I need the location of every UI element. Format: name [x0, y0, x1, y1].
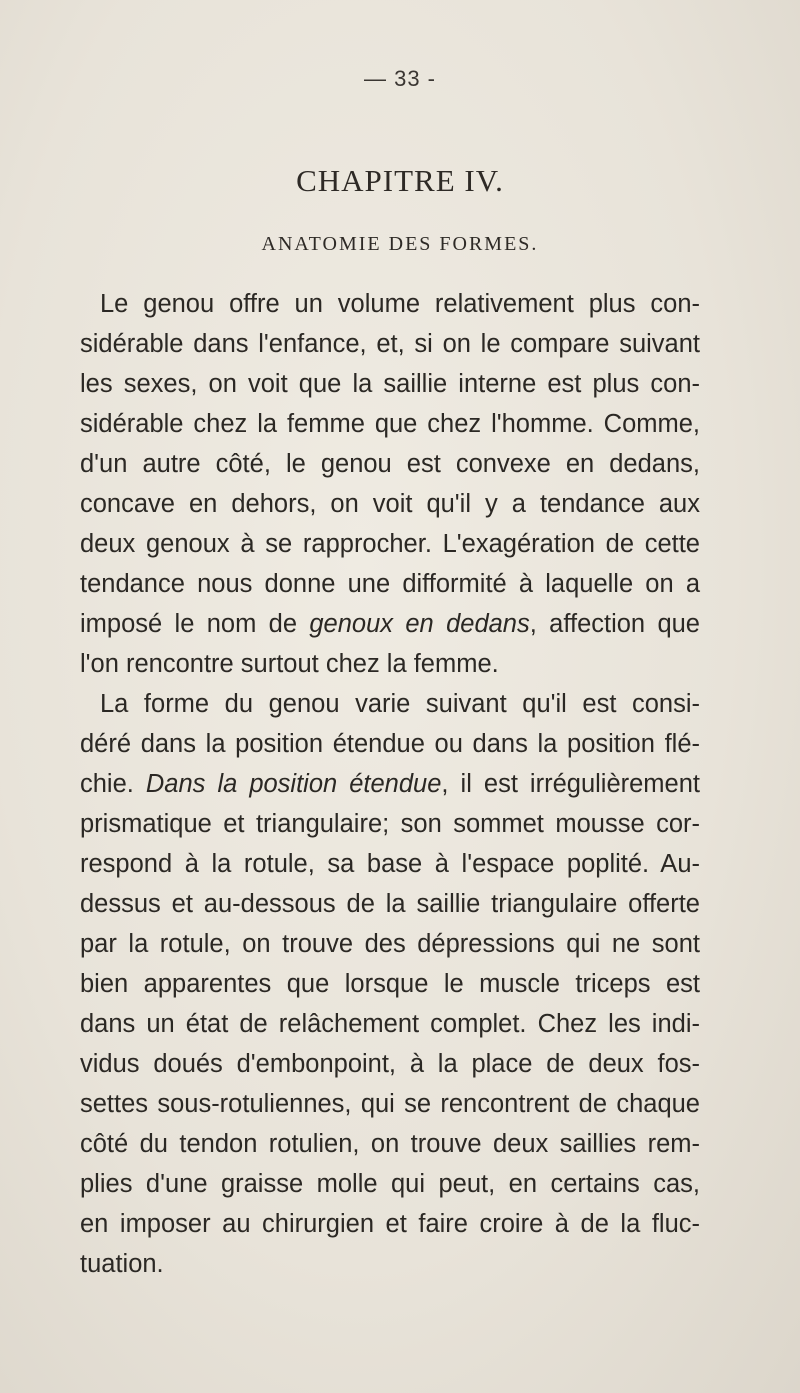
text-line: l'on rencontre surtout chez la femme.: [80, 650, 499, 678]
italic-term: genoux en dedans: [309, 610, 530, 638]
italic-term: Dans la position étendue: [145, 770, 442, 798]
text-line: settes sous-rotuliennes, qui se rencontrent de chaque: [80, 1090, 700, 1118]
text-line: deux genoux à se rapprocher. L'exagération de cette: [80, 530, 700, 558]
text-line: dessus et au-dessous de la saillie triangulaire offerte: [80, 890, 700, 918]
text-line: vidus doués d'embonpoint, à la place de deux fos-: [80, 1050, 700, 1078]
text-line: concave en dehors, on voit qu'il y a tendance aux: [80, 490, 700, 518]
text-line: dans un état de relâchement complet. Chez les indi-: [80, 1010, 700, 1038]
text-line: bien apparentes que lorsque le muscle triceps est: [80, 970, 700, 998]
text-line: en imposer au chirurgien et faire croire à de la fluc-: [80, 1210, 700, 1238]
text-line: d'un autre côté, le genou est convexe en dedans,: [80, 450, 700, 478]
text-line: par la rotule, on trouve des dépressions qui ne sont: [80, 930, 700, 958]
chapter-title: CHAPITRE IV.: [296, 163, 504, 198]
text-line: chie. Dans la position étendue, il est irrégulièrement: [80, 770, 700, 798]
text-line: imposé le nom de genoux en dedans, affection que: [80, 610, 700, 638]
text-line: plies d'une graisse molle qui peut, en certains cas,: [80, 1170, 700, 1198]
text-line: prismatique et triangulaire; son sommet mousse cor-: [80, 810, 700, 838]
text-line: respond à la rotule, sa base à l'espace poplité. Au-: [80, 850, 700, 878]
section-title: ANATOMIE DES FORMES.: [261, 233, 539, 255]
page-number: — 33 -: [363, 66, 437, 91]
text-line: côté du tendon rotulien, on trouve deux saillies rem-: [80, 1130, 700, 1158]
text-line: Le genou offre un volume relativement plus con-: [100, 290, 700, 318]
text-line: déré dans la position étendue ou dans la position flé-: [80, 730, 700, 758]
text-line: tuation.: [80, 1250, 164, 1278]
text-line: La forme du genou varie suivant qu'il est consi-: [100, 690, 700, 718]
text-line: sidérable dans l'enfance, et, si on le compare suivant: [80, 330, 700, 358]
text-line: tendance nous donne une difformité à laquelle on a: [80, 570, 700, 598]
body-text: [80, 284, 700, 1284]
text-line: les sexes, on voit que la saillie interne est plus con-: [80, 370, 700, 398]
text-line: sidérable chez la femme que chez l'homme. Comme,: [80, 410, 700, 438]
